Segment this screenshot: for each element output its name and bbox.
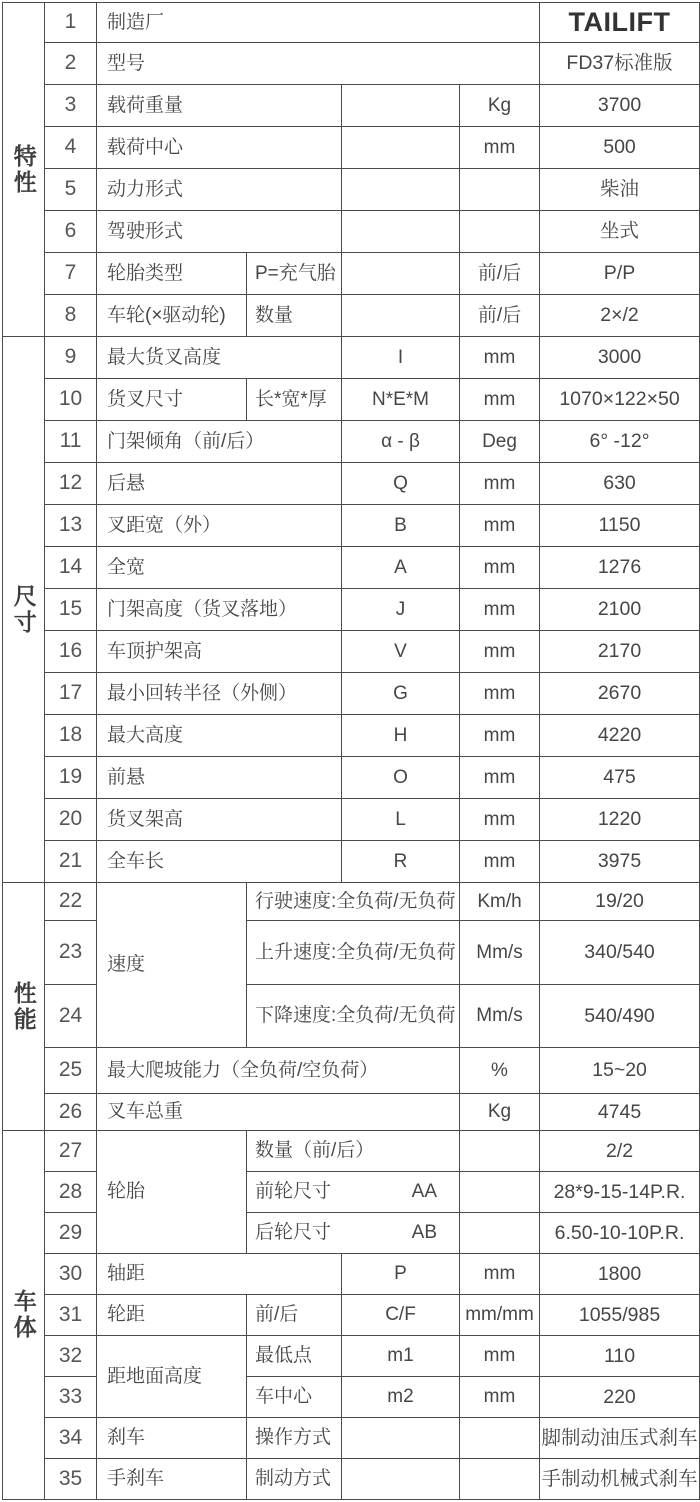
spec-name-cell: 后悬: [97, 463, 342, 505]
spec-unit-cell: Km/h: [460, 883, 540, 921]
spec-value-cell: 1055/985: [540, 1295, 700, 1336]
spec-symbol-cell: R: [342, 841, 460, 883]
brand-value-cell: TAILIFT: [540, 3, 700, 43]
spec-symbol-cell: m1: [342, 1336, 460, 1377]
spec-name-cell: 叉距宽（外）: [97, 505, 342, 547]
group-cell: [3, 337, 45, 883]
spec-symbol-cell: [342, 127, 460, 169]
spec-value-cell: 340/540: [540, 921, 700, 985]
row-number-cell: 11: [45, 421, 97, 463]
spec-value-cell: 3700: [540, 85, 700, 127]
row-number-cell: 13: [45, 505, 97, 547]
spec-value-cell: 1220: [540, 799, 700, 841]
spec-value-cell: 柴油: [540, 169, 700, 211]
group-label: 性能: [10, 980, 37, 1033]
group-cell: [3, 883, 45, 1131]
group-cell: [3, 1131, 45, 1500]
table-row: [3, 1295, 700, 1336]
row-number-cell: 17: [45, 673, 97, 715]
table-row: [3, 799, 700, 841]
row-number-cell: 8: [45, 295, 97, 337]
table-row: [3, 127, 700, 169]
spec-symbol-cell: C/F: [342, 1295, 460, 1336]
spec-unit-cell: %: [460, 1048, 540, 1094]
spec-value-cell: 15~20: [540, 1048, 700, 1094]
table-row: [3, 379, 700, 421]
spec-value-cell: 6° -12°: [540, 421, 700, 463]
spec-unit-cell: mm: [460, 589, 540, 631]
group-label: 车体: [10, 1289, 37, 1341]
table-row: [3, 253, 700, 295]
row-number-cell: 24: [45, 985, 97, 1048]
spec-name-cell: 最大爬坡能力（全负荷/空负荷）: [97, 1048, 460, 1094]
spec-value-cell: 3975: [540, 841, 700, 883]
spec-unit-cell: mm/mm: [460, 1295, 540, 1336]
row-number-cell: 5: [45, 169, 97, 211]
spec-value-cell: 475: [540, 757, 700, 799]
spec-name-cell: 驾驶形式: [97, 211, 342, 253]
spec-name-cell: 最大货叉高度: [97, 337, 342, 379]
spec-name-cell: 门架倾角（前/后）: [97, 421, 342, 463]
spec-value-cell: 500: [540, 127, 700, 169]
spec-name-cell: 载荷重量: [97, 85, 342, 127]
spec-name-cell: 轮胎类型: [97, 253, 247, 295]
spec-sub-cell: 下降速度:全负荷/无负荷: [247, 985, 460, 1048]
spec-sub-cell: 行驶速度:全负荷/无负荷: [247, 883, 460, 921]
table-row: [3, 547, 700, 589]
spec-sub-cell: 上升速度:全负荷/无负荷: [247, 921, 460, 985]
spec-symbol-cell: J: [342, 589, 460, 631]
table-row: [3, 85, 700, 127]
spec-table: [2, 2, 700, 1500]
spec-name-cell: 轴距: [97, 1254, 342, 1295]
spec-sub-cell: 车中心: [247, 1377, 342, 1418]
table-row: [3, 43, 700, 85]
spec-sub-cell: 前/后: [247, 1295, 342, 1336]
spec-symbol-cell: H: [342, 715, 460, 757]
spec-symbol-cell: [342, 253, 460, 295]
spec-value-cell: P/P: [540, 253, 700, 295]
row-number-cell: 28: [45, 1172, 97, 1213]
spec-value-cell: 4220: [540, 715, 700, 757]
spec-name-cell: 全车长: [97, 841, 342, 883]
spec-unit-cell: [460, 211, 540, 253]
spec-unit-cell: 前/后: [460, 253, 540, 295]
spec-value-cell: 1800: [540, 1254, 700, 1295]
spec-symbol-cell: α - β: [342, 421, 460, 463]
spec-symbol-cell: L: [342, 799, 460, 841]
spec-symbol-cell: [342, 211, 460, 253]
spec-sub-label: 后轮尺寸: [255, 1222, 332, 1244]
row-number-cell: 27: [45, 1131, 97, 1172]
spec-value-cell: 1276: [540, 547, 700, 589]
spec-value-cell: 1150: [540, 505, 700, 547]
table-row: [3, 295, 700, 337]
spec-name-cell: 手刹车: [97, 1459, 247, 1500]
spec-name-cell: 动力形式: [97, 169, 342, 211]
spec-name-cell: 门架高度（货叉落地）: [97, 589, 342, 631]
row-number-cell: 19: [45, 757, 97, 799]
table-row: [3, 883, 700, 921]
spec-name-cell: 型号: [97, 43, 540, 85]
spec-symbol-cell: A: [342, 547, 460, 589]
spec-name-cell: 叉车总重: [97, 1094, 460, 1131]
spec-value-cell: 2100: [540, 589, 700, 631]
spec-unit-cell: [460, 1418, 540, 1459]
row-number-cell: 15: [45, 589, 97, 631]
spec-name-cell: 车轮(×驱动轮): [97, 295, 247, 337]
row-number-cell: 1: [45, 3, 97, 43]
spec-unit-cell: mm: [460, 715, 540, 757]
spec-value-cell: 6.50-10-10P.R.: [540, 1213, 700, 1254]
row-number-cell: 12: [45, 463, 97, 505]
spec-unit-cell: mm: [460, 799, 540, 841]
table-row: [3, 3, 700, 43]
table-row: [3, 841, 700, 883]
spec-name-cell: 速度: [97, 883, 247, 1048]
spec-value-cell: 110: [540, 1336, 700, 1377]
spec-unit-cell: mm: [460, 337, 540, 379]
spec-symbol-cell: V: [342, 631, 460, 673]
spec-value-cell: 4745: [540, 1094, 700, 1131]
spec-unit-cell: mm: [460, 505, 540, 547]
spec-unit-cell: mm: [460, 1336, 540, 1377]
table-row: [3, 463, 700, 505]
spec-symbol-cell: B: [342, 505, 460, 547]
spec-unit-cell: Kg: [460, 1094, 540, 1131]
spec-name-cell: 货叉尺寸: [97, 379, 247, 421]
table-row: [3, 673, 700, 715]
spec-value-cell: 1070×122×50: [540, 379, 700, 421]
spec-unit-cell: mm: [460, 631, 540, 673]
spec-unit-cell: mm: [460, 127, 540, 169]
table-row: [3, 505, 700, 547]
spec-sub-symbol: AA: [411, 1181, 437, 1203]
group-label: 尺寸: [10, 583, 37, 636]
spec-sub-label: 前轮尺寸: [255, 1181, 332, 1203]
spec-value-cell: 2/2: [540, 1131, 700, 1172]
table-row: [3, 1048, 700, 1094]
spec-unit-cell: [460, 169, 540, 211]
table-row: [3, 169, 700, 211]
group-label: 特性: [10, 143, 37, 196]
spec-unit-cell: Deg: [460, 421, 540, 463]
row-number-cell: 2: [45, 43, 97, 85]
spec-name-cell: 距地面高度: [97, 1336, 247, 1418]
spec-name-cell: 前悬: [97, 757, 342, 799]
spec-symbol-cell: Q: [342, 463, 460, 505]
table-row: [3, 715, 700, 757]
table-row: [3, 337, 700, 379]
spec-value-cell: 坐式: [540, 211, 700, 253]
spec-symbol-cell: [342, 1418, 460, 1459]
spec-symbol-cell: m2: [342, 1377, 460, 1418]
row-number-cell: 22: [45, 883, 97, 921]
spec-unit-cell: mm: [460, 379, 540, 421]
spec-unit-cell: mm: [460, 1377, 540, 1418]
row-number-cell: 18: [45, 715, 97, 757]
row-number-cell: 32: [45, 1336, 97, 1377]
spec-name-cell: 最小回转半径（外侧）: [97, 673, 342, 715]
table-row: [3, 1094, 700, 1131]
row-number-cell: 20: [45, 799, 97, 841]
row-number-cell: 30: [45, 1254, 97, 1295]
spec-sub-symbol: AB: [411, 1222, 437, 1244]
spec-value-cell: 脚制动油压式刹车: [540, 1418, 700, 1459]
spec-symbol-cell: G: [342, 673, 460, 715]
spec-unit-cell: [460, 1213, 540, 1254]
spec-symbol-cell: N*E*M: [342, 379, 460, 421]
spec-unit-cell: 前/后: [460, 295, 540, 337]
spec-value-cell: 19/20: [540, 883, 700, 921]
row-number-cell: 26: [45, 1094, 97, 1131]
table-row: [3, 1418, 700, 1459]
spec-unit-cell: mm: [460, 757, 540, 799]
row-number-cell: 31: [45, 1295, 97, 1336]
table-row: [3, 1336, 700, 1377]
spec-sub-cell: 数量（前/后）: [247, 1131, 460, 1172]
spec-name-cell: 全宽: [97, 547, 342, 589]
spec-unit-cell: [460, 1459, 540, 1500]
spec-value-cell: 540/490: [540, 985, 700, 1048]
spec-sub-cell: [247, 1213, 460, 1254]
spec-name-cell: 刹车: [97, 1418, 247, 1459]
row-number-cell: 33: [45, 1377, 97, 1418]
spec-sub-cell: 最低点: [247, 1336, 342, 1377]
table-row: [3, 757, 700, 799]
spec-unit-cell: mm: [460, 463, 540, 505]
spec-name-cell: 载荷中心: [97, 127, 342, 169]
table-row: [3, 1459, 700, 1500]
spec-value-cell: 220: [540, 1377, 700, 1418]
spec-symbol-cell: [342, 1459, 460, 1500]
spec-symbol-cell: [342, 169, 460, 211]
row-number-cell: 34: [45, 1418, 97, 1459]
spec-name-cell: 轮胎: [97, 1131, 247, 1254]
spec-value-cell: 3000: [540, 337, 700, 379]
spec-value-cell: 手制动机械式刹车: [540, 1459, 700, 1500]
row-number-cell: 29: [45, 1213, 97, 1254]
spec-symbol-cell: O: [342, 757, 460, 799]
spec-sub-cell: 数量: [247, 295, 342, 337]
spec-name-cell: 货叉架高: [97, 799, 342, 841]
row-number-cell: 14: [45, 547, 97, 589]
spec-symbol-cell: [342, 295, 460, 337]
spec-unit-cell: mm: [460, 1254, 540, 1295]
spec-unit-cell: [460, 1172, 540, 1213]
row-number-cell: 23: [45, 921, 97, 985]
spec-unit-cell: mm: [460, 547, 540, 589]
table-row: [3, 1131, 700, 1172]
spec-unit-cell: Mm/s: [460, 985, 540, 1048]
table-row: [3, 589, 700, 631]
spec-symbol-cell: [342, 85, 460, 127]
spec-symbol-cell: P: [342, 1254, 460, 1295]
spec-unit-cell: mm: [460, 841, 540, 883]
spec-value-cell: 630: [540, 463, 700, 505]
spec-symbol-cell: I: [342, 337, 460, 379]
spec-sub-cell: [247, 1172, 460, 1213]
row-number-cell: 35: [45, 1459, 97, 1500]
spec-unit-cell: [460, 1131, 540, 1172]
table-row: [3, 211, 700, 253]
spec-value-cell: 2×/2: [540, 295, 700, 337]
spec-value-cell: 2170: [540, 631, 700, 673]
spec-name-cell: 制造厂: [97, 3, 540, 43]
row-number-cell: 7: [45, 253, 97, 295]
spec-sub-cell: P=充气胎: [247, 253, 342, 295]
row-number-cell: 25: [45, 1048, 97, 1094]
spec-sub-cell: 操作方式: [247, 1418, 342, 1459]
spec-name-cell: 最大高度: [97, 715, 342, 757]
spec-name-cell: 轮距: [97, 1295, 247, 1336]
spec-sub-cell: 制动方式: [247, 1459, 342, 1500]
spec-sub-cell: 长*宽*厚: [247, 379, 342, 421]
table-row: [3, 1254, 700, 1295]
row-number-cell: 10: [45, 379, 97, 421]
spec-value-cell: 28*9-15-14P.R.: [540, 1172, 700, 1213]
group-cell: [3, 3, 45, 337]
spec-value-cell: 2670: [540, 673, 700, 715]
row-number-cell: 4: [45, 127, 97, 169]
spec-value-cell: FD37标准版: [540, 43, 700, 85]
row-number-cell: 9: [45, 337, 97, 379]
row-number-cell: 3: [45, 85, 97, 127]
spec-unit-cell: Mm/s: [460, 921, 540, 985]
table-row: [3, 631, 700, 673]
row-number-cell: 6: [45, 211, 97, 253]
row-number-cell: 21: [45, 841, 97, 883]
row-number-cell: 16: [45, 631, 97, 673]
table-row: [3, 421, 700, 463]
spec-unit-cell: mm: [460, 673, 540, 715]
spec-unit-cell: Kg: [460, 85, 540, 127]
spec-name-cell: 车顶护架高: [97, 631, 342, 673]
